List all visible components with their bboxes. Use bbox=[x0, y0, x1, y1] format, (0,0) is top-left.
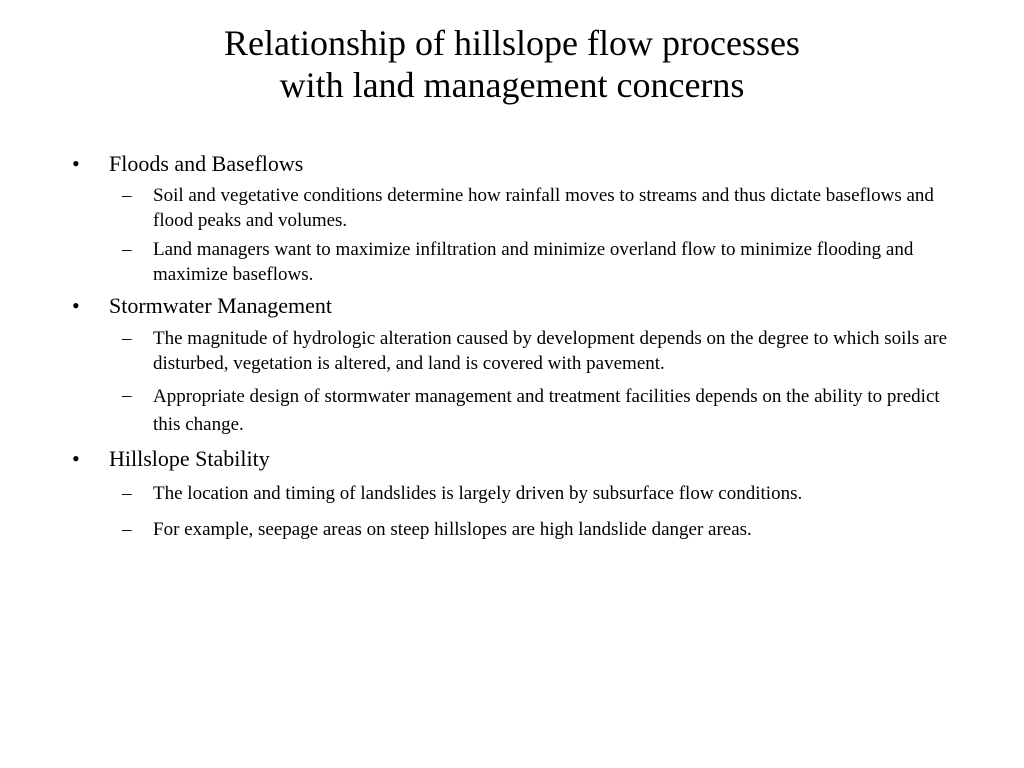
bullet-marker: • bbox=[72, 151, 80, 176]
bullet-heading: Floods and Baseflows bbox=[109, 151, 304, 176]
title-line-2: with land management concerns bbox=[279, 65, 745, 105]
bullet-heading: Hillslope Stability bbox=[109, 446, 270, 471]
sub-point-text: Soil and vegetative conditions determine how rainfall moves to streams and thus dictate baseflows and flood peaks and volumes. bbox=[153, 185, 934, 231]
sub-point-text: For example, seepage areas on steep hillslopes are high landslide danger areas. bbox=[153, 519, 752, 540]
title-line-1: Relationship of hillslope flow processes bbox=[224, 23, 800, 63]
sub-marker: – bbox=[122, 328, 132, 349]
sub-marker: – bbox=[122, 385, 132, 406]
bullet-marker: • bbox=[72, 446, 80, 471]
sub-point-text: Land managers want to maximize infiltration and minimize overland flow to minimize flooding and maximize baseflows. bbox=[153, 239, 914, 285]
sub-marker: – bbox=[122, 239, 132, 260]
sub-marker: – bbox=[122, 519, 132, 540]
sub-marker: – bbox=[122, 483, 132, 504]
sub-point-text: The location and timing of landslides is largely driven by subsurface flow conditions. bbox=[153, 483, 803, 504]
sub-marker: – bbox=[122, 185, 132, 206]
sub-point-text: The magnitude of hydrologic alteration caused by development depends on the degree to which soils are disturbed, vegetation is altered, and land is covered with pavement. bbox=[153, 328, 948, 374]
bullet-heading: Stormwater Management bbox=[109, 293, 332, 318]
bullet-marker: • bbox=[72, 293, 80, 318]
sub-point-text: Appropriate design of stormwater management and treatment facilities depends on the ability to predict this change. bbox=[153, 386, 940, 435]
